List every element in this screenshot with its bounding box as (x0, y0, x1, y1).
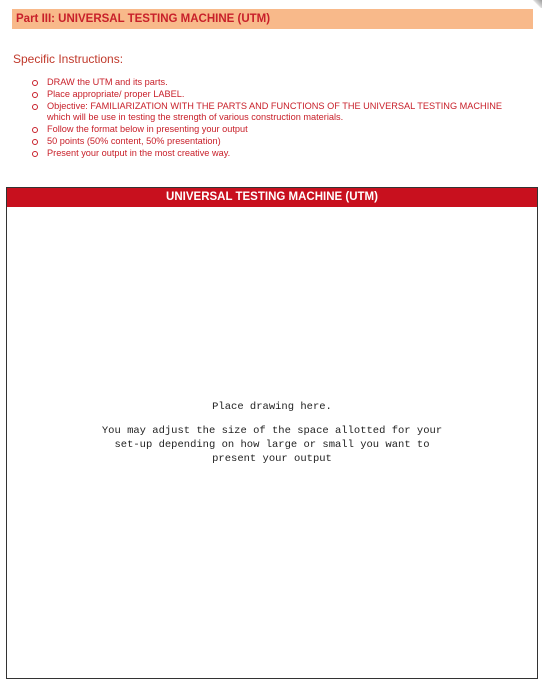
utm-drawing-area (6, 187, 538, 679)
part-header (12, 9, 533, 29)
instruction-text: DRAW the UTM and its parts. (47, 77, 168, 87)
part-header-title: Part III: UNIVERSAL TESTING MACHINE (UTM) (16, 13, 271, 25)
instructions-list (30, 77, 520, 160)
instruction-text: Place appropriate/ proper LABEL. (47, 88, 185, 99)
instruction-item (30, 89, 520, 101)
bullet-icon (32, 151, 38, 157)
instruction-item (30, 136, 520, 148)
drawing-placeholder: Place drawing here. (212, 401, 332, 413)
adjust-note-line: set-up depending on how large or small you want to (114, 439, 430, 451)
instruction-text: Present your output in the most creative way. (47, 147, 231, 158)
bullet-icon (32, 139, 38, 145)
bullet-icon (32, 92, 38, 98)
instruction-item (30, 101, 520, 125)
adjust-note-line: present your output (212, 453, 332, 465)
instruction-text: Objective: FAMILIARIZATION WITH THE PARTS AND FUNCTIONS OF THE UNIVERSAL TESTING MACHINE which will be use in testing the strength of various construction materials. (47, 100, 503, 123)
bullet-icon (32, 127, 38, 133)
instruction-item (30, 77, 520, 89)
instruction-text: 50 points (50% content, 50% presentation) (47, 135, 221, 146)
utm-box-title: UNIVERSAL TESTING MACHINE (UTM) (7, 188, 537, 207)
adjust-note (7, 424, 537, 466)
adjust-note-line: You may adjust the size of the space allotted for your (101, 425, 443, 437)
instruction-item (30, 124, 520, 136)
instruction-item (30, 148, 520, 160)
instruction-text: Follow the format below in presenting your output (47, 124, 248, 135)
bullet-icon (32, 80, 38, 86)
instructions-heading: Specific Instructions: (13, 52, 124, 66)
page-curl-corner (532, 0, 542, 8)
bullet-icon (32, 104, 38, 110)
